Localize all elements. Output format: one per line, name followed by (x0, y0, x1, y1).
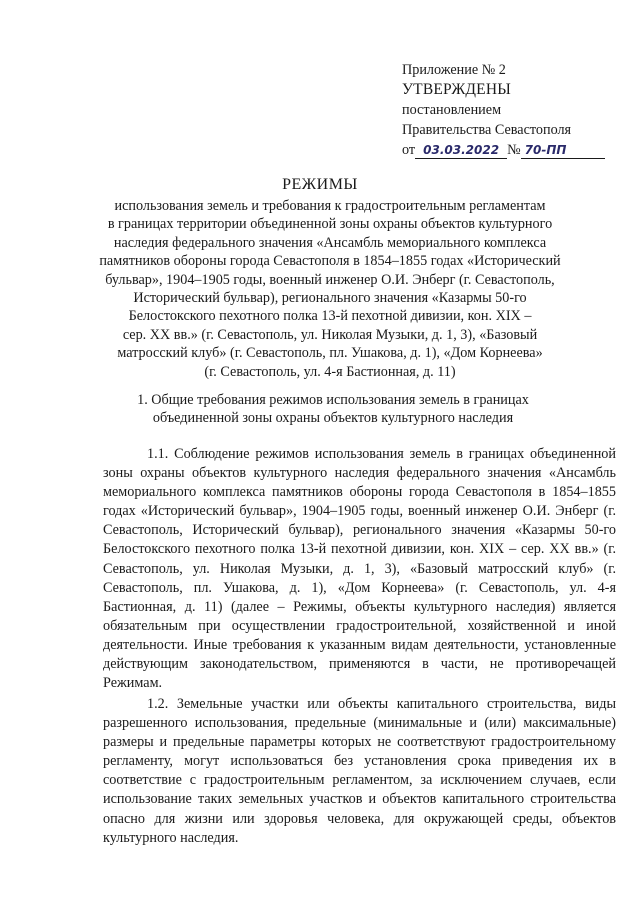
date-number-line (402, 140, 622, 160)
subtitle-line: памятников обороны города Севастополя в 1854–1855 годах «Исторический (99, 253, 561, 270)
subtitle-line: наследия федерального значения «Ансамбль мемориального комплекса (113, 234, 547, 251)
number-prefix: № (507, 142, 521, 158)
paragraph-1-2: 1.2. Земельные участки или объекты капитального строительства, виды разрешенного использования, предельные (минимальные и (или) максимальные) размеры и предельные параметры которых не соответствуют градостроительному регламенту, могут использоваться без установления срока приведения их в соответствие с градостроительным регламентом, за исключением случаев, если использование таких земельных участков и объектов капитального строительства опасно для жизни или здоровья человека, для окружающей среды, объектов культурного наследия. (103, 696, 616, 846)
subtitle-line: (г. Севастополь, ул. 4-я Бастионная, д. 11) (204, 363, 456, 380)
government-label: Правительства Севастополя (402, 122, 572, 138)
resolution-label: постановлением (402, 102, 502, 118)
subtitle-line: Исторический бульвар), регионального значения «Казармы 50-го (133, 290, 527, 307)
approved-label: УТВЕРЖДЕНЫ (402, 81, 511, 98)
document-subtitle (95, 197, 565, 381)
subtitle-line: матросский клуб» (г. Севастополь, пл. Ушакова, д. 1), «Дом Корнеева» (117, 345, 543, 362)
subtitle-line: в границах территории объединенной зоны охраны объектов культурного (107, 216, 553, 233)
subtitle-line: Белостокского пехотного полка 13-й пехотной дивизии, кон. XIX – (128, 308, 532, 325)
section-heading (118, 391, 548, 428)
handwritten-number: 70-ПП (521, 143, 605, 159)
document-title: РЕЖИМЫ (282, 176, 358, 193)
date-prefix: от (402, 142, 416, 158)
subtitle-line: сер. XX вв.» (г. Севастополь, ул. Николая Музыки, д. 1, 3), «Базовый (122, 326, 538, 343)
subtitle-line: использования земель и требования к градостроительным регламентам (114, 198, 546, 214)
section-heading-line: 1. Общие требования режимов использования земель в границах (137, 392, 529, 408)
paragraph-1-1: 1.1. Соблюдение режимов использования земель в границах объединенной зоны охраны объектов культурного наследия федерального значения «Ансамбль мемориального комплекса памятников обороны города Севастополя в 1854–1855 годах «Исторический бульвар», 1904–1905 годы, военный инженер О.И. Энберг (г. Севастополь, Исторический бульвар), регионального значения «Казармы 50-го Белостокского пехотного полка 13-й пехотной дивизии, кон. XIX – сер. XX вв.» (г. Севастополь, ул. Николая Музыки, д. 1, 3), «Базовый матросский клуб» (г. Севастополь, пл. Ушакова, д. 1), «Дом Корнеева» (г. Севастополь, ул. 4-я Бастионная, д. 11) (далее – Режимы, объекты культурного наследия) является обязательным при осуществлении градостроительной, хозяйственной и иной деятельности. Иные требования к указанным видам деятельности, установленные действующим законодательством, применяются в части, не противоречащей Режимам. (103, 446, 616, 692)
handwritten-date: 03.03.2022 (415, 143, 507, 159)
section-heading-line: объединенной зоны охраны объектов культурного наследия (152, 410, 514, 427)
appendix-label: Приложение № 2 (402, 62, 506, 78)
subtitle-line: бульвар», 1904–1905 годы, военный инженер О.И. Энберг (г. Севастополь, (105, 271, 555, 288)
approval-block (402, 60, 622, 160)
